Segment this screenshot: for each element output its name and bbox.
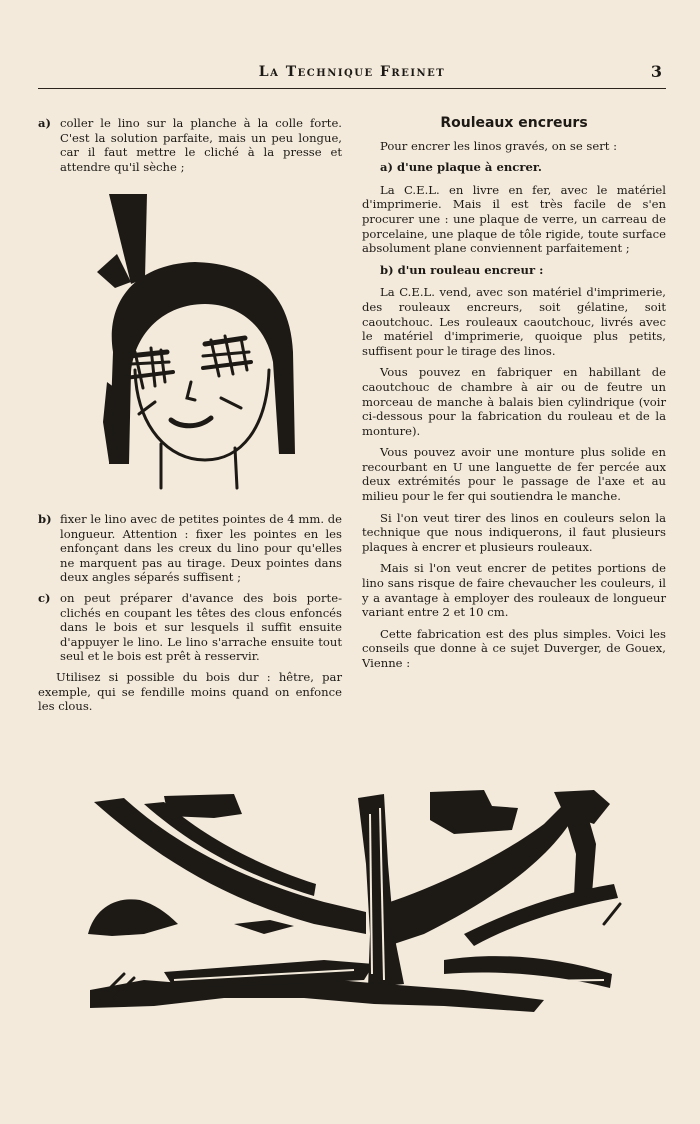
right-column bbox=[362, 116, 666, 678]
section-heading: Rouleaux encreurs bbox=[440, 115, 588, 131]
intro-paragraph: Pour encrer les linos gravés, on se sert : bbox=[380, 138, 617, 153]
left-column-top bbox=[38, 116, 342, 180]
journal-title: La Technique Freinet bbox=[258, 64, 446, 80]
list-item-c bbox=[38, 591, 342, 664]
list-item-b bbox=[38, 512, 342, 585]
item-a-label: a) bbox=[38, 116, 51, 130]
item-b-text: fixer le lino avec de petites pointes de 4 mm. de longueur. Attention : fixer les pointes en les enfonçant dans les creux du lino pour qu'elles ne marquent pas au tirage. Deux pointes dans deux angles séparés suffisent ; bbox=[60, 512, 342, 585]
closing-paragraph: Utilisez si possible du bois dur : hêtre, par exemple, qui se fendille moins quand on enfonce les clous. bbox=[38, 669, 342, 714]
page-number: 3 bbox=[650, 62, 662, 81]
paragraph-b3: Vous pouvez avoir une monture plus solide en recourbant en U une languette de fer percée aux deux extrémités pour le passage de l'axe et au milieu pour le fer qui soutiendra le manche. bbox=[362, 445, 666, 504]
item-c-label: c) bbox=[38, 590, 51, 605]
linocut-girl-portrait bbox=[95, 192, 305, 492]
subheading-b: b) d'un rouleau encreur : bbox=[380, 262, 544, 277]
running-header bbox=[38, 62, 666, 89]
item-a-text: coller le lino sur la planche à la colle forte. C'est la solution parfaite, mais un peu longue, car il faut mettre le cliché à la presse et attendre qu'il sèche ; bbox=[60, 116, 342, 174]
item-b-label: b) bbox=[38, 512, 52, 526]
item-c-text: on peut préparer d'avance des bois porte-clichés en coupant les têtes des clous enfoncés dans le bois et sur lesquels il suffit ensuite d'appuyer le lino. Le lino s'arrache ensuite tout seul et le bois est prêt à resservir. bbox=[60, 590, 342, 664]
paragraph-b2: Vous pouvez en fabriquer en habillant de caoutchouc de chambre à air ou de feutre un morceau de manche à balais bien cylindrique (voir ci-dessous pour la fabrication du rouleau et de la monture). bbox=[362, 365, 666, 438]
paragraph-b4: Si l'on veut tirer des linos en couleurs selon la technique que nous indiquerons, il faut plusieurs plaques à encrer et plusieurs rouleaux. bbox=[362, 510, 666, 554]
list-item-a bbox=[38, 116, 342, 174]
subheading-a: a) d'une plaque à encrer. bbox=[380, 160, 542, 175]
paragraph-a: La C.E.L. en livre en fer, avec le matériel d'imprimerie. Mais il est très facile de s'en procurer une : une plaque de verre, un carreau de porcelaine, une plaque de tôle rigide, toute surface absolument plane conviennent parfaitement ; bbox=[362, 182, 666, 256]
linocut-tree-landscape bbox=[84, 784, 624, 1020]
paragraph-b1: La C.E.L. vend, avec son matériel d'imprimerie, des rouleaux encreurs, soit gélatine, soit caoutchouc. Les rouleaux caoutchouc, livrés avec le matériel d'imprimerie, quoique plus petits, suffisent pour le tirage des linos. bbox=[362, 285, 666, 358]
paragraph-b5: Mais si l'on veut encrer de petites portions de lino sans risque de faire chevaucher les couleurs, il y a avantage à employer des rouleaux de longueur variant entre 2 et 10 cm. bbox=[362, 561, 666, 620]
paragraph-b6: Cette fabrication est des plus simples. Voici les conseils que donne à ce sujet Duverger, de Gouex, Vienne : bbox=[362, 626, 666, 670]
left-column-bottom bbox=[38, 512, 342, 721]
